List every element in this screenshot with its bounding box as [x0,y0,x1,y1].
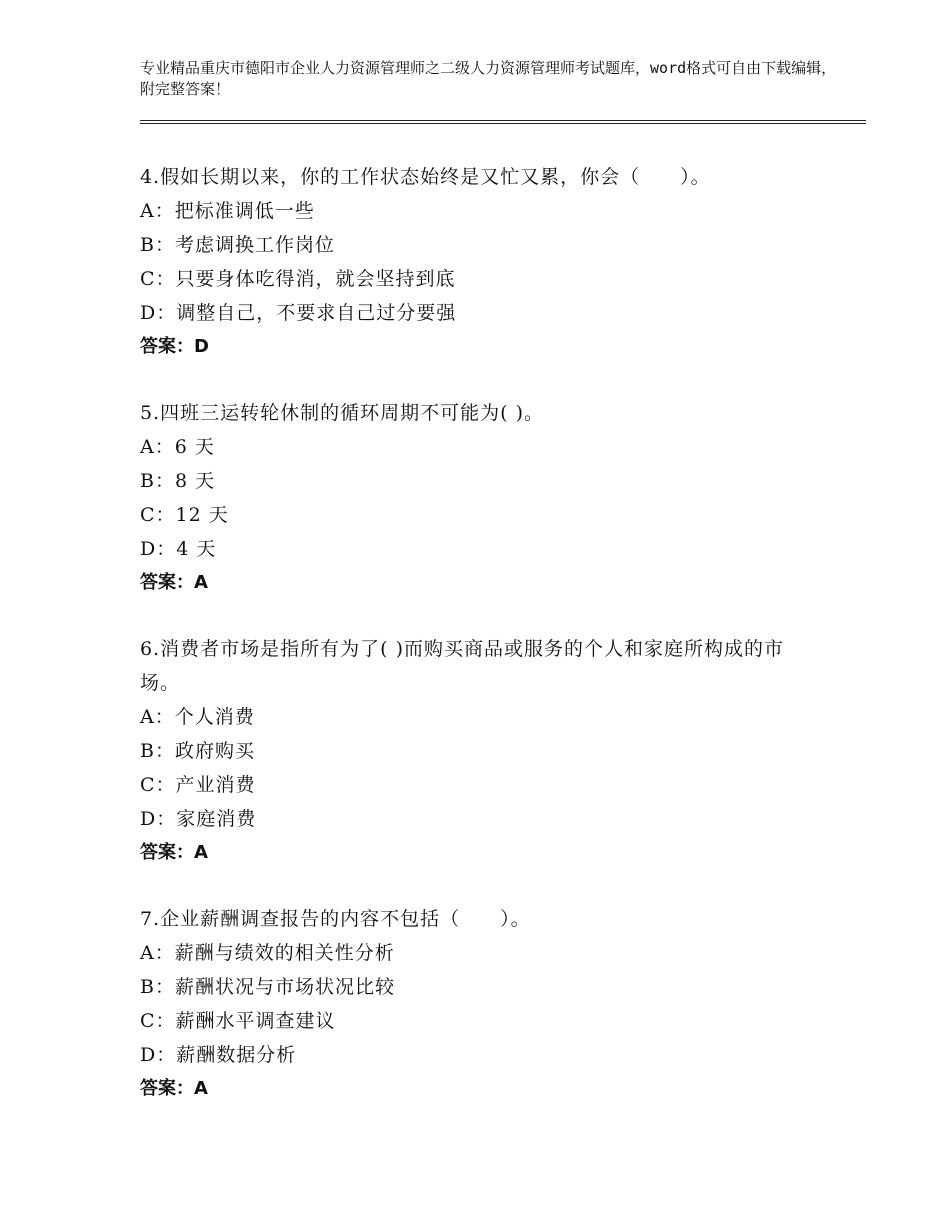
answer-label: 答案：A [140,1078,208,1099]
answer-label: 答案：A [140,842,208,863]
option-a: A：个人消费 [140,706,255,728]
question-list [140,160,820,1138]
option-d: D：家庭消费 [140,808,257,830]
question-stem: 7.企业薪酬调查报告的内容不包括（ ）。 [140,908,531,930]
question-stem: 5.四班三运转轮休制的循环周期不可能为( )。 [140,402,544,424]
answer-label: 答案：A [140,572,208,593]
option-b: B：8 天 [140,470,216,492]
option-d: D：薪酬数据分析 [140,1044,297,1066]
option-a: A：把标准调低一些 [140,200,315,222]
option-d: D：调整自己，不要求自己过分要强 [140,302,457,324]
question-4 [140,160,820,364]
option-d: D：4 天 [140,538,217,560]
option-b: B：薪酬状况与市场状况比较 [140,976,395,998]
option-b: B：政府购买 [140,740,255,762]
answer-label: 答案：D [140,336,209,357]
question-5 [140,396,820,600]
option-c: C：12 天 [140,504,229,526]
header-divider [140,120,866,124]
question-stem: 4.假如长期以来，你的工作状态始终是又忙又累，你会（ ）。 [140,166,711,188]
option-c: C：只要身体吃得消，就会坚持到底 [140,268,456,290]
option-c: C：产业消费 [140,774,256,796]
question-6 [140,632,820,870]
option-b: B：考虑调换工作岗位 [140,234,335,256]
question-stem: 6.消费者市场是指所有为了( )而购买商品或服务的个人和家庭所构成的市场。 [140,638,784,694]
option-c: C：薪酬水平调查建议 [140,1010,336,1032]
question-7 [140,902,820,1106]
option-a: A：6 天 [140,436,215,458]
document-header: 专业精品重庆市德阳市企业人力资源管理师之二级人力资源管理师考试题库，word格式可自由下载编辑，附完整答案！ [140,59,837,98]
option-a: A：薪酬与绩效的相关性分析 [140,942,395,964]
